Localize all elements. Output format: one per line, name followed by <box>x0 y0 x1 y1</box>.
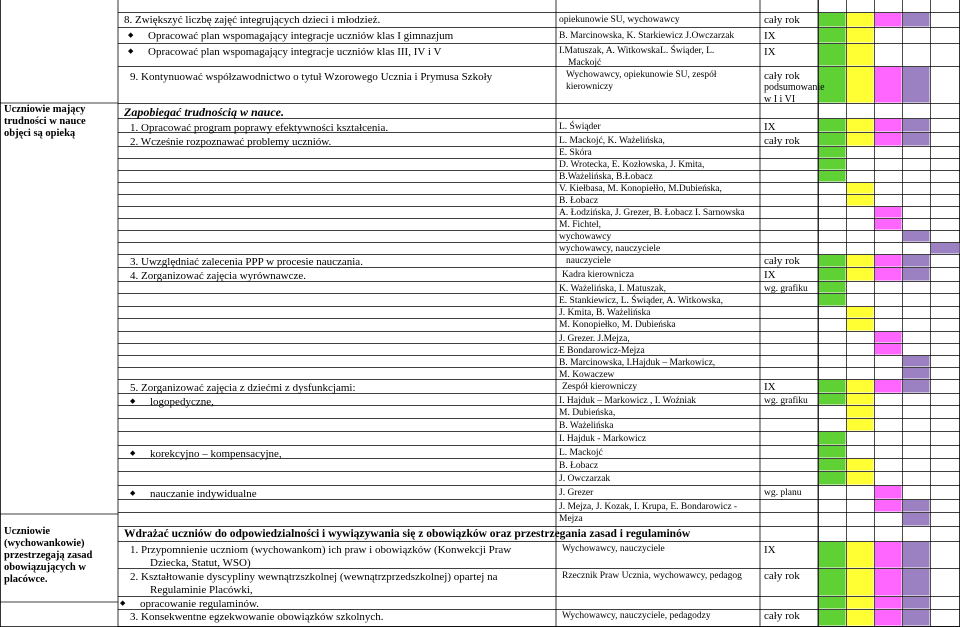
item-logo-who-3: I. Hajduk - Markowicz <box>559 434 647 444</box>
item-indyw-when: wg. planu <box>764 488 802 498</box>
item-indyw: ◆ nauczanie indywidualne <box>150 488 257 500</box>
task-s1-3: 3. Uwzględniać zalecenia PPP w procesie nauczania. <box>130 256 363 268</box>
marker-cell <box>903 500 930 512</box>
marker-cell <box>875 610 902 626</box>
marker-cell <box>875 133 902 146</box>
marker-cell <box>903 119 930 132</box>
marker-cell <box>903 268 930 281</box>
task-s2-1: 1. Przypomnienie uczniom (wychowankom) ich praw i obowiązków (Konwekcji Praw <box>130 544 512 556</box>
marker-cell <box>819 171 846 182</box>
marker-cell <box>903 255 930 267</box>
when-9-b: podsumowanie <box>764 82 825 93</box>
marker-cell <box>903 133 930 146</box>
when-8: cały rok <box>764 14 800 26</box>
who-c-2: J. Kmita, B. Ważelińska <box>559 308 651 318</box>
marker-cell <box>819 13 846 27</box>
marker-cell <box>847 459 874 471</box>
marker-cell <box>875 486 902 499</box>
item-indyw-who-0: J. Grezer <box>559 488 594 498</box>
heading-prevent-difficulties: Zapobiegać trudnością w nauce. <box>124 105 285 119</box>
who-s1-1: L. Świąder <box>559 122 601 132</box>
marker-cell <box>847 307 874 318</box>
task-s2-2c: ◆ opracowanie regulaminów. <box>140 598 259 610</box>
marker-cell <box>819 380 846 393</box>
marker-cell <box>903 610 930 626</box>
marker-cell <box>819 569 846 596</box>
marker-cell <box>819 147 846 158</box>
marker-cell <box>875 268 902 281</box>
who-s1-3: nauczyciele <box>566 256 611 266</box>
marker-cell <box>847 44 874 66</box>
task-8b: ◆ Opracować plan wspomagający integracje uczniów klas III, IV i V <box>148 46 441 58</box>
item-logo-when: wg. grafiku <box>764 396 808 406</box>
who-9: Wychowawcy, opiekunowie SU, zespół <box>566 70 717 80</box>
marker-cell <box>847 569 874 596</box>
marker-cell <box>875 597 902 609</box>
marker-cell <box>847 183 874 194</box>
when-s5: IX <box>764 381 776 393</box>
item-korek-who-2: J. Owczarzak <box>559 474 611 484</box>
marker-cell <box>903 513 930 526</box>
when-s2-2: cały rok <box>764 570 800 582</box>
marker-cell <box>847 133 874 146</box>
task-s5: 5. Zorganizować zajęcia z dziećmi z dysfunkcjami: <box>130 382 356 394</box>
marker-cell <box>847 406 874 418</box>
who-list-3: V. Kiełbasa, M. Konopiełło, M.Dubieńska, <box>559 184 722 194</box>
item-korek-who-0: L. Mackojć <box>559 448 603 458</box>
marker-cell <box>847 28 874 43</box>
marker-cell <box>875 344 902 355</box>
who-c-0: K. Ważelińska, I. Matuszak, <box>559 284 666 294</box>
when-8b: IX <box>764 46 776 58</box>
task-s2-2: 2. Kształtowanie dyscypliny wewnątrzszkolnej (wewnątrzprzedszkolnej) opartej na <box>130 571 498 583</box>
marker-cell <box>875 542 902 568</box>
marker-cell <box>819 459 846 471</box>
item-korek-who-1: B. Łobacz <box>559 461 599 471</box>
marker-cell <box>819 119 846 132</box>
when-8a: IX <box>764 30 776 42</box>
marker-cell <box>875 255 902 267</box>
who-list-6: M. Fichtel, <box>559 220 601 230</box>
when-9: cały rok <box>764 70 800 82</box>
marker-cell <box>819 159 846 170</box>
item-logo-who-1: M. Dubieńska, <box>559 408 616 418</box>
marker-cell <box>847 542 874 568</box>
section-label-rules: Uczniowie (wychowankowie) przestrzegają zasad obowiązujących w placówce. <box>4 526 93 586</box>
who-list-1: D. Wrotecka, E. Kozłowska, J. Kmita, <box>559 160 705 170</box>
marker-cell <box>875 219 902 230</box>
marker-cell <box>847 119 874 132</box>
marker-cell <box>819 133 846 146</box>
who-c-6: B. Marcinowska, I.Hajduk – Markowicz, <box>559 358 716 368</box>
task-s1-4: 4. Zorganizować zajęcia wyrównawcze. <box>130 270 307 282</box>
marker-cell <box>847 380 874 393</box>
who-s1-2: L. Mackojć, K. Ważelińska, <box>559 136 665 146</box>
who-s2-2: Rzecznik Praw Ucznia, wychowawcy, pedagog <box>562 571 742 581</box>
who-list-7: wychowawcy <box>559 232 612 242</box>
marker-cell <box>819 255 846 267</box>
who-s2-1: Wychowawcy, nauczyciele <box>562 544 665 554</box>
who-list-0: E. Skóra <box>559 148 592 158</box>
when-s2-3: cały rok <box>764 610 800 622</box>
who-c-7: M. Kowaczew <box>559 370 615 380</box>
marker-cell <box>819 28 846 43</box>
when-s1-1: IX <box>764 121 776 133</box>
task-9: 9. Kontynuować współzawodnictwo o tytuł Wzorowego Ucznia i Prymusa Szkoły <box>130 71 493 83</box>
who-list-4: B. Łobacz <box>559 196 599 206</box>
who-s1-4: Kadra kierownicza <box>562 270 635 280</box>
item-logo: ◆ logopedyczne, <box>150 396 214 408</box>
item-indyw-who-2: Mejza <box>559 514 583 524</box>
when-s1-2: cały rok <box>764 135 800 147</box>
who-c-1: E. Stankiewicz, L. Świąder, A. Witkowska, <box>559 296 723 306</box>
marker-cell <box>819 446 846 458</box>
marker-cell <box>819 44 846 66</box>
marker-cell <box>847 195 874 206</box>
marker-cell <box>847 597 874 609</box>
task-s1-2: 2. Wcześnie rozpoznawać problemy uczniów. <box>130 136 332 148</box>
marker-cell <box>819 472 846 485</box>
who-s2-3: Wychowawcy, nauczyciele, pedagodzy <box>562 611 711 621</box>
who-c-4: J. Grezer. J.Mejza, <box>559 334 630 344</box>
marker-cell <box>903 356 930 367</box>
marker-cell <box>847 610 874 626</box>
who-8a: B. Marcinowska, K. Starkiewicz J.Owczarzak <box>559 31 735 41</box>
marker-cell <box>819 282 846 293</box>
marker-cell <box>819 394 846 405</box>
when-c: wg. grafiku <box>764 284 808 294</box>
marker-cell <box>931 243 960 254</box>
marker-cell <box>875 380 902 393</box>
marker-cell <box>819 542 846 568</box>
marker-cell <box>847 419 874 431</box>
section-label-learning: Uczniowie mający trudności w nauce objęci są opieką <box>4 104 86 140</box>
who-list-8: wychowawcy, nauczyciele <box>559 244 661 254</box>
who-c-5: E Bondarowicz-Mejza <box>559 346 645 356</box>
marker-cell <box>875 569 902 596</box>
marker-cell <box>903 231 930 242</box>
marker-cell <box>903 569 930 596</box>
when-s1-3: cały rok <box>764 255 800 267</box>
who-s5: Zespół kierowniczy <box>562 382 638 392</box>
task-8a: ◆ Opracować plan wspomagający integracje uczniów klas I gimnazjum <box>148 30 453 42</box>
when-s2-1: IX <box>764 544 776 556</box>
marker-cell <box>875 67 902 103</box>
marker-cell <box>903 13 930 27</box>
marker-cell <box>847 319 874 331</box>
task-s1-1: 1. Opracować program poprawy efektywności kształcenia. <box>130 122 389 134</box>
who-list-2: B.Ważelińska, B.Łobacz <box>559 172 653 182</box>
when-s1-4: IX <box>764 269 776 281</box>
task-s2-3: 3. Konsekwentne egzekwowanie obowiązków szkolnych. <box>130 611 384 623</box>
item-logo-who-2: B. Ważelińska <box>559 421 614 431</box>
marker-cell <box>903 380 930 393</box>
item-logo-who-0: I. Hajduk – Markowicz , I. Woźniak <box>559 396 697 406</box>
marker-cell <box>903 542 930 568</box>
heading-responsibility: Wdrażać uczniów do odpowiedzialności i wywiązywania się z obowiązków oraz przestrzegania zasad i regulaminów <box>124 528 691 540</box>
marker-cell <box>847 268 874 281</box>
when-9-c: w I i VI <box>764 94 796 105</box>
marker-cell <box>819 294 846 306</box>
who-9-cont: kierowniczy <box>566 82 613 92</box>
marker-cell <box>875 119 902 132</box>
marker-cell <box>875 500 902 512</box>
marker-cell <box>847 472 874 485</box>
marker-cell <box>847 255 874 267</box>
who-8b-cont: Mackojć <box>568 58 602 68</box>
marker-cell <box>903 368 930 379</box>
item-indyw-who-1: J. Mejza, J. Kozak, I. Krupa, E. Bondarowicz - <box>559 502 738 512</box>
task-s2-1b: Dziecka, Statut, WSO) <box>150 557 251 569</box>
who-8: opiekunowie SU, wychowawcy <box>559 15 680 25</box>
marker-cell <box>819 268 846 281</box>
who-c-3: M. Konopiełko, M. Dubieńska <box>559 320 676 330</box>
who-list-5: A. Łodzińska, J. Grezer, B. Łobacz I. Sarnowska <box>559 208 745 218</box>
item-korek: ◆ korekcyjno – kompensacyjne, <box>150 448 282 460</box>
marker-cell <box>847 13 874 27</box>
marker-cell <box>819 432 846 445</box>
task-s2-2b: Regulaminie Placówki, <box>150 584 253 596</box>
marker-cell <box>819 610 846 626</box>
marker-cell <box>819 597 846 609</box>
marker-cell <box>847 67 874 103</box>
task-8: 8. Zwiększyć liczbę zajęć integrujących dzieci i młodzież. <box>124 14 381 26</box>
marker-cell <box>875 13 902 27</box>
who-8b: I.Matuszak, A. WitkowskaL. Świąder, L. <box>559 46 715 56</box>
marker-cell <box>875 207 902 218</box>
marker-cell <box>903 597 930 609</box>
marker-cell <box>903 67 930 103</box>
marker-cell <box>875 332 902 343</box>
marker-cell <box>847 394 874 405</box>
